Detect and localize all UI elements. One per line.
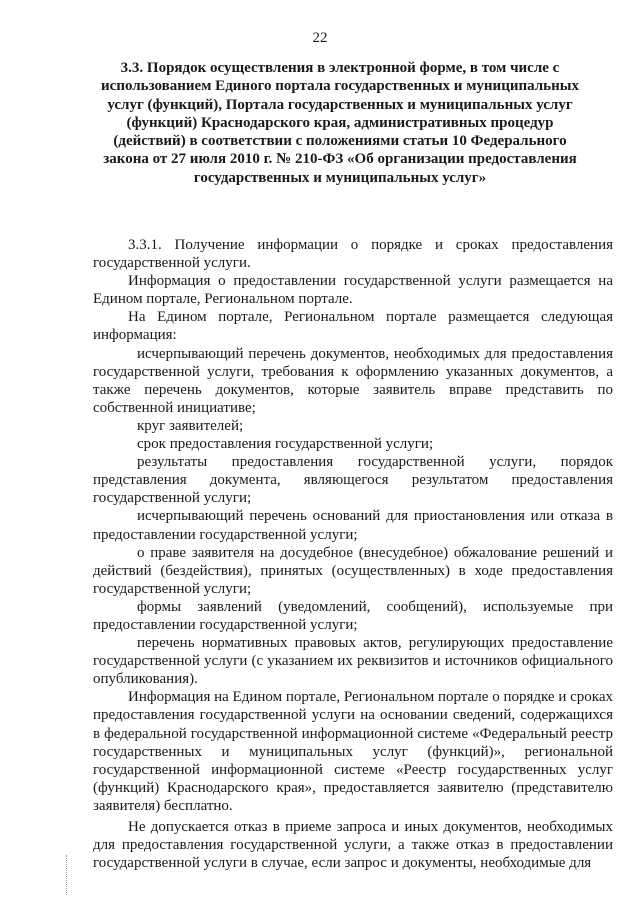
section-heading: 3.3. Порядок осуществления в электронной форме, в том числе с использованием Единого портала государственных и муниципальных услуг (функций), Портала государственных и муниципальных услуг (функций) Краснодарского края, административных процедур (действий) в соответствии с положениями статьи 10 Федерального закона от 27 июля 2010 г. № 210-ФЗ «Об организации предоставления государственных и муниципальных услуг» bbox=[101, 60, 579, 186]
paragraph: Информация о предоставлении государственной услуги размещается на Едином портале, Региональном портале. bbox=[93, 273, 613, 308]
list-item: круг заявителей; bbox=[137, 417, 244, 434]
page-number: 22 bbox=[312, 30, 328, 46]
list-item: о праве заявителя на досудебное (внесудебное) обжалование решений и действий (бездействия), принятых (осуществленных) в ходе предоставления государственной услуги; bbox=[93, 544, 613, 597]
body-text bbox=[93, 236, 613, 872]
list-item: формы заявлений (уведомлений, сообщений), используемые при предоставлении государственной услуги; bbox=[93, 598, 613, 633]
paragraph: 3.3.1. Получение информации о порядке и сроках предоставления государственной услуги. bbox=[93, 237, 613, 272]
list-item: исчерпывающий перечень документов, необходимых для предоставления государственной услуги, требования к оформлению указанных документов, а также перечень документов, которые заявитель вправе представить по собственной инициативе; bbox=[93, 345, 613, 416]
paragraph: Не допускается отказ в приеме запроса и иных документов, необходимых для предоставления государственной услуги, а также отказ в предоставлении государственной услуги в случае, если запрос и документы, необходимые для bbox=[93, 819, 613, 872]
list-item: перечень нормативных правовых актов, регулирующих предоставление государственной услуги (с указанием их реквизитов и источников официального опубликования). bbox=[93, 635, 613, 688]
list-item: срок предоставления государственной услуги; bbox=[137, 436, 434, 453]
scan-edge-mark bbox=[66, 855, 68, 895]
paragraph: На Едином портале, Региональном портале размещается следующая информация: bbox=[93, 309, 613, 344]
list-item: исчерпывающий перечень оснований для приостановления или отказа в предоставлении государственной услуги; bbox=[93, 508, 613, 543]
paragraph: Информация на Едином портале, Региональном портале о порядке и сроках предоставления государственной услуги на основании сведений, содержащихся в федеральной государственной информационной системе «Федеральный реестр государственных и муниципальных услуг (функций)», региональной государственной информационной системе «Реестр государственных услуг (функций) Краснодарского края», предоставляется заявителю (представителю заявителя) бесплатно. bbox=[93, 689, 613, 814]
list-item: результаты предоставления государственной услуги, порядок представления документа, являющегося результатом предоставления государственной услуги; bbox=[93, 454, 613, 507]
